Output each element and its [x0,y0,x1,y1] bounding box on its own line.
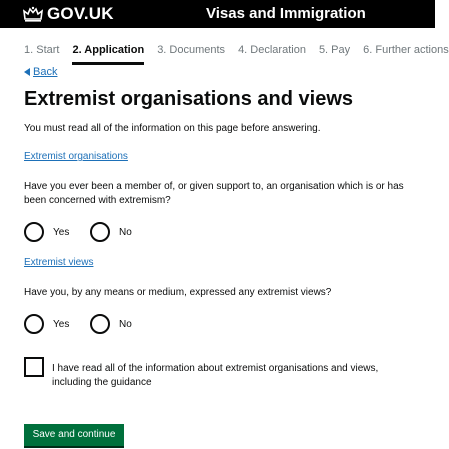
step-application: 2. Application [72,43,144,61]
step-start: 1. Start [24,44,60,56]
govuk-logo[interactable]: GOV.UK [47,4,114,23]
radio-label: Yes [53,318,70,330]
save-and-continue-button[interactable]: Save and continue [24,424,124,446]
radio-label: No [119,226,132,238]
radio-label: Yes [53,226,70,238]
step-pay: 5. Pay [318,44,351,56]
step-further-actions: 6. Further actions [363,44,449,56]
back-link-label: Back [33,66,58,78]
radio-circle[interactable] [90,222,110,242]
extremist-views-link[interactable]: Extremist views [24,257,94,268]
organisations-no-radio[interactable] [90,222,132,242]
step-declaration: 4. Declaration [238,44,306,56]
views-yes-radio[interactable] [24,314,69,334]
radio-circle[interactable] [90,314,110,334]
step-documents: 3. Documents [157,44,226,56]
radio-circle[interactable] [24,222,44,242]
back-arrow-icon [24,68,30,76]
page-title: Extremist organisations and views [24,88,353,110]
question-organisations: Have you ever been a member of, or given support to, an organisation which is or has been concerned with extremism? [24,181,404,206]
views-no-radio[interactable] [90,314,132,334]
confirmation-label: I have read all of the information about extremist organisations and views, including the guidance [52,363,379,388]
site-header [0,0,435,28]
progress-steps [24,43,449,61]
crown-icon [22,6,44,22]
organisations-yes-radio[interactable] [24,222,69,242]
service-name[interactable]: Visas and Immigration [206,5,366,22]
radio-circle[interactable] [24,314,44,334]
back-link[interactable] [24,65,57,79]
extremist-organisations-link[interactable]: Extremist organisations [24,151,128,162]
question-views: Have you, by any means or medium, expressed any extremist views? [24,287,332,298]
checkbox-box[interactable] [24,357,44,377]
intro-text: You must read all of the information on this page before answering. [24,123,321,134]
radio-label: No [119,318,132,330]
confirmation-checkbox[interactable] [24,357,412,390]
